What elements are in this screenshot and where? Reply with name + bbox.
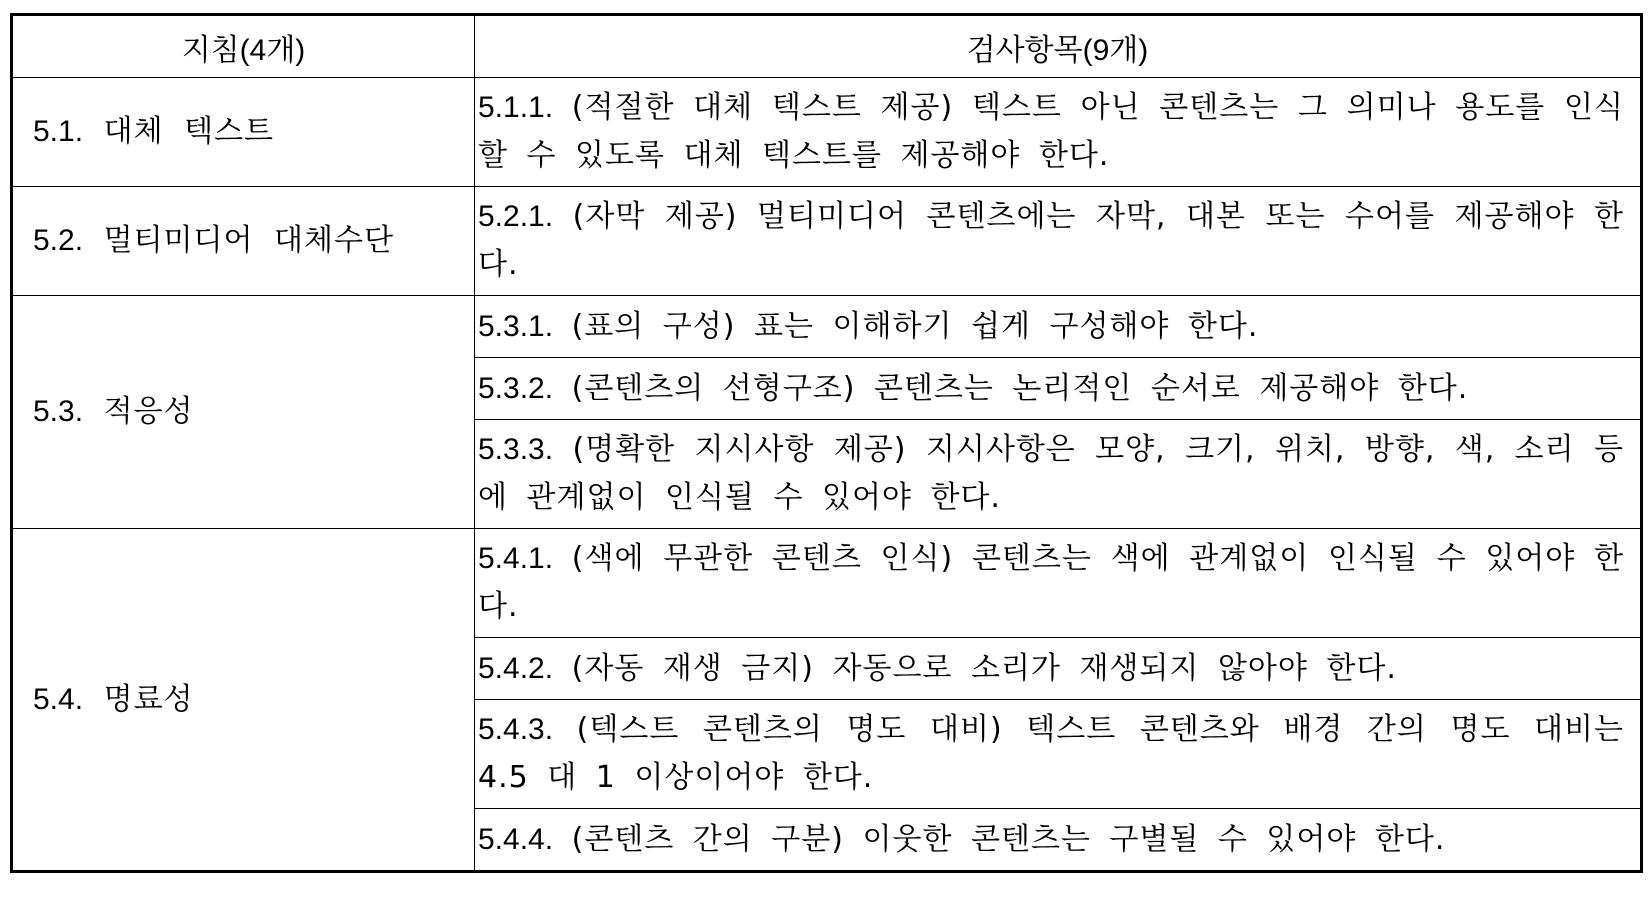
guideline-number: 5.2. bbox=[33, 224, 84, 257]
item-number: 5.4.3. bbox=[478, 713, 554, 746]
item-number: 5.4.4. bbox=[478, 822, 554, 856]
guideline-label: 명료성 bbox=[103, 681, 194, 717]
guideline-column-header: 지침(4개) bbox=[12, 15, 475, 78]
item-number: 5.3.2. bbox=[478, 371, 554, 405]
item-number: 5.4.1. bbox=[478, 542, 554, 575]
table-header bbox=[12, 15, 1642, 78]
item-number: 5.3.3. bbox=[478, 433, 554, 466]
table-row bbox=[12, 78, 1642, 187]
guideline-number: 5.1. bbox=[33, 115, 84, 148]
item-column-header: 검사항목(9개) bbox=[475, 15, 1642, 78]
guideline-cell bbox=[12, 78, 475, 187]
item-text: (자막 제공) 멀티미디어 콘텐츠에는 자막, 대본 또는 수어를 제공해야 한다. bbox=[478, 199, 1624, 282]
item-cell bbox=[475, 187, 1642, 296]
item-text: (콘텐츠의 선형구조) 콘텐츠는 논리적인 순서로 제공해야 한다. bbox=[571, 370, 1469, 406]
item-text: (콘텐츠 간의 구분) 이웃한 콘텐츠는 구별될 수 있어야 한다. bbox=[571, 821, 1446, 857]
item-cell bbox=[475, 529, 1642, 638]
header-row bbox=[12, 15, 1642, 78]
guideline-cell bbox=[12, 529, 475, 872]
table-row bbox=[12, 296, 1642, 358]
guideline-label: 적응성 bbox=[103, 394, 194, 429]
item-number: 5.1.1. bbox=[478, 91, 554, 124]
guideline-label: 멀티미디어 대체수단 bbox=[103, 223, 394, 258]
item-text: (자동 재생 금지) 자동으로 소리가 재생되지 않아야 한다. bbox=[571, 650, 1397, 686]
item-number: 5.3.1. bbox=[478, 309, 554, 343]
item-cell bbox=[475, 420, 1642, 529]
item-text: (텍스트 콘텐츠의 명도 대비) 텍스트 콘텐츠와 배경 간의 명도 대비는 4.5 대 1 이상이어야 한다. bbox=[478, 712, 1624, 795]
item-cell bbox=[475, 638, 1642, 700]
guideline-cell bbox=[12, 296, 475, 529]
guidelines-table bbox=[10, 13, 1643, 873]
item-text: (색에 무관한 콘텐츠 인식) 콘텐츠는 색에 관계없이 인식될 수 있어야 한다. bbox=[478, 541, 1624, 624]
item-cell bbox=[475, 700, 1642, 809]
guideline-label: 대체 텍스트 bbox=[103, 114, 275, 149]
guideline-cell bbox=[12, 187, 475, 296]
item-text: (적절한 대체 텍스트 제공) 텍스트 아닌 콘텐츠는 그 의미나 용도를 인식할 수 있도록 대체 텍스트를 제공해야 한다. bbox=[478, 90, 1624, 173]
item-text: (명확한 지시사항 제공) 지시사항은 모양, 크기, 위치, 방향, 색, 소리 등에 관계없이 인식될 수 있어야 한다. bbox=[478, 432, 1624, 515]
item-number: 5.4.2. bbox=[478, 651, 554, 685]
table-row bbox=[12, 529, 1642, 638]
guideline-number: 5.3. bbox=[33, 395, 84, 428]
item-cell bbox=[475, 358, 1642, 420]
guideline-number: 5.4. bbox=[33, 682, 84, 716]
item-cell bbox=[475, 296, 1642, 358]
table-row bbox=[12, 187, 1642, 296]
table-body bbox=[12, 78, 1642, 872]
item-cell bbox=[475, 809, 1642, 872]
item-number: 5.2.1. bbox=[478, 200, 554, 233]
item-cell bbox=[475, 78, 1642, 187]
item-text: (표의 구성) 표는 이해하기 쉽게 구성해야 한다. bbox=[571, 308, 1259, 344]
